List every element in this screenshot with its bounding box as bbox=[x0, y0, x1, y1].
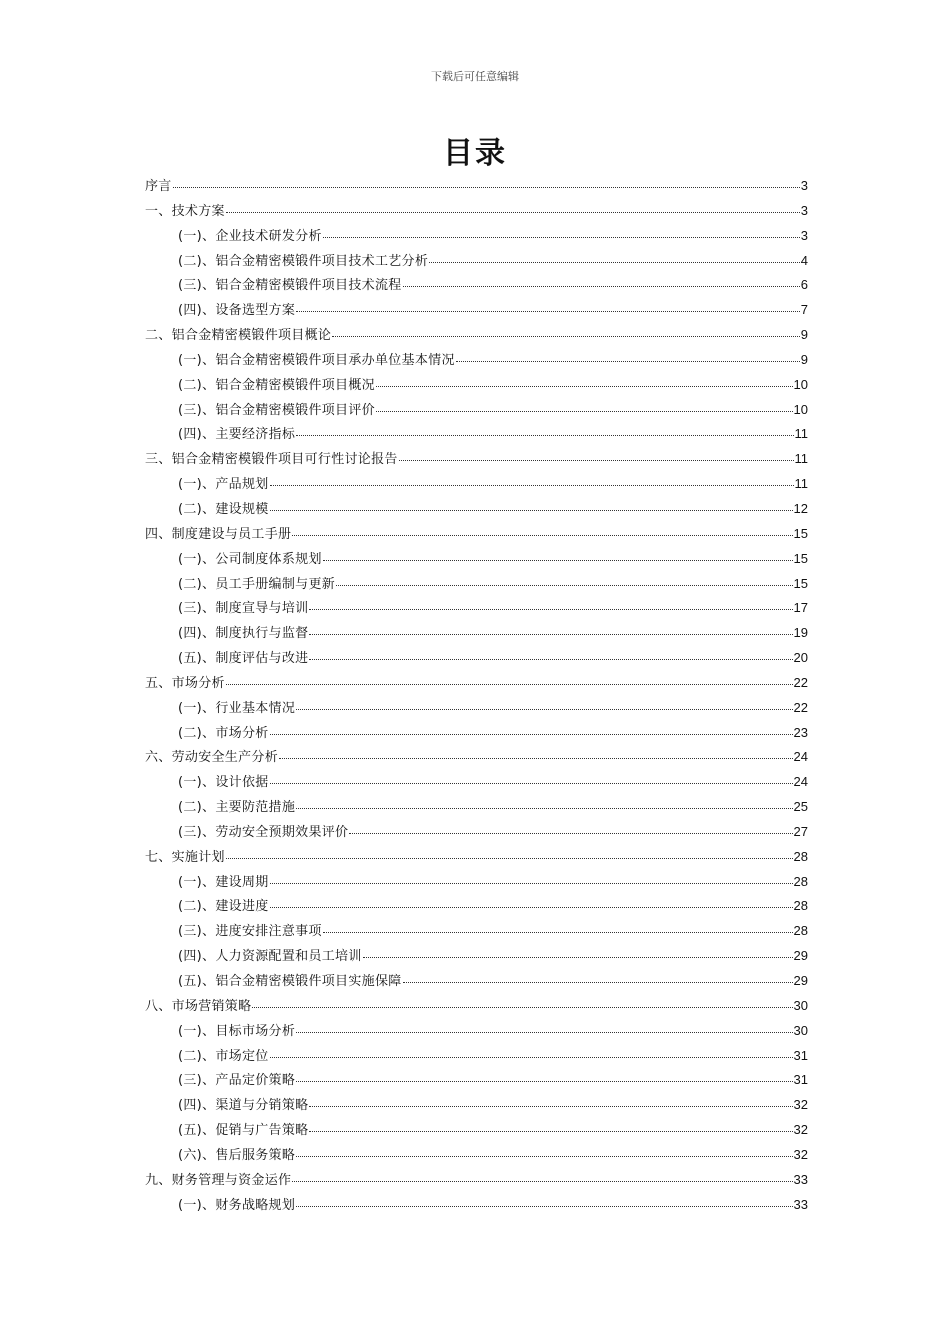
toc-entry-page-number: 33 bbox=[793, 1171, 808, 1187]
toc-entry-page-number: 3 bbox=[800, 202, 808, 218]
toc-entry-text: (一)、铝合金精密模锻件项目承办单位基本情况 bbox=[178, 352, 455, 368]
toc-entry[interactable] bbox=[145, 745, 808, 770]
header-note: 下载后可任意编辑 bbox=[431, 70, 519, 83]
dot-leader bbox=[296, 698, 792, 712]
toc-entry-page-number: 9 bbox=[800, 351, 808, 367]
toc-entry[interactable] bbox=[145, 845, 808, 870]
dot-leader bbox=[336, 574, 792, 588]
toc-entry-page-number: 11 bbox=[794, 426, 808, 442]
dot-leader bbox=[270, 499, 793, 513]
toc-entry-text: 六、劳动安全生产分析 bbox=[145, 750, 279, 766]
toc-entry-page-number: 4 bbox=[800, 252, 808, 268]
toc-entry-text: (三)、制度宣导与培训 bbox=[178, 601, 309, 617]
toc-entry-text: 九、财务管理与资金运作 bbox=[145, 1172, 292, 1188]
toc-entry-text: (一)、公司制度体系规划 bbox=[178, 551, 322, 567]
toc-entry[interactable] bbox=[145, 1068, 808, 1093]
toc-entry[interactable] bbox=[145, 472, 808, 497]
toc-entry[interactable] bbox=[145, 373, 808, 398]
toc-entry-page-number: 15 bbox=[793, 575, 808, 591]
toc-entry[interactable] bbox=[145, 1044, 808, 1069]
toc-entry-text: (三)、铝合金精密模锻件项目技术流程 bbox=[178, 278, 402, 294]
toc-entry-text: (一)、企业技术研发分析 bbox=[178, 228, 322, 244]
toc-entry-text: (六)、售后服务策略 bbox=[178, 1147, 296, 1163]
toc-entry-text: (三)、进度安排注意事项 bbox=[178, 924, 322, 940]
dot-leader bbox=[376, 400, 793, 414]
toc-entry-text: (五)、促销与广告策略 bbox=[178, 1123, 309, 1139]
toc-entry-text: (五)、制度评估与改进 bbox=[178, 651, 309, 667]
dot-leader bbox=[296, 424, 793, 438]
toc-entry-text: (一)、产品规划 bbox=[178, 477, 269, 493]
dot-leader bbox=[376, 375, 793, 389]
toc-entry[interactable] bbox=[145, 323, 808, 348]
dot-leader bbox=[349, 822, 792, 836]
dot-leader bbox=[296, 1070, 792, 1084]
toc-entry-text: (三)、产品定价策略 bbox=[178, 1073, 296, 1089]
dot-leader bbox=[270, 474, 794, 488]
dot-leader bbox=[309, 623, 792, 637]
dot-leader bbox=[270, 723, 793, 737]
toc-entry[interactable] bbox=[145, 646, 808, 671]
toc-entry-page-number: 11 bbox=[794, 451, 808, 467]
toc-entry-page-number: 28 bbox=[793, 923, 808, 939]
dot-leader bbox=[296, 1021, 792, 1035]
dot-leader bbox=[279, 747, 793, 761]
toc-entry-text: (一)、设计依据 bbox=[178, 775, 269, 791]
toc-entry[interactable] bbox=[145, 348, 808, 373]
dot-leader bbox=[226, 201, 800, 215]
dot-leader bbox=[296, 300, 800, 314]
toc-entry[interactable] bbox=[145, 820, 808, 845]
toc-entry-page-number: 20 bbox=[793, 650, 808, 666]
toc-entry[interactable] bbox=[145, 398, 808, 423]
toc-entry[interactable] bbox=[145, 572, 808, 597]
toc-entry-page-number: 22 bbox=[793, 674, 808, 690]
toc-entry[interactable] bbox=[145, 273, 808, 298]
dot-leader bbox=[403, 971, 793, 985]
toc-entry-page-number: 3 bbox=[800, 227, 808, 243]
toc-entry[interactable] bbox=[145, 1168, 808, 1193]
toc-entry-page-number: 12 bbox=[793, 500, 808, 516]
dot-leader bbox=[309, 648, 792, 662]
toc-entry-page-number: 29 bbox=[793, 948, 808, 964]
toc-entry[interactable] bbox=[145, 696, 808, 721]
toc-entry-text: (二)、铝合金精密模锻件项目技术工艺分析 bbox=[178, 253, 429, 269]
toc-entry-text: 二、铝合金精密模锻件项目概论 bbox=[145, 328, 332, 344]
dot-leader bbox=[309, 1120, 792, 1134]
toc-entry-text: (四)、主要经济指标 bbox=[178, 427, 296, 443]
toc-entry[interactable] bbox=[145, 944, 808, 969]
dot-leader bbox=[270, 896, 793, 910]
toc-entry-page-number: 24 bbox=[793, 749, 808, 765]
dot-leader bbox=[296, 797, 792, 811]
page-title: 目录 bbox=[443, 136, 507, 171]
dot-leader bbox=[363, 946, 793, 960]
dot-leader bbox=[173, 176, 800, 190]
toc-entry[interactable] bbox=[145, 224, 808, 249]
toc-entry-page-number: 31 bbox=[793, 1047, 808, 1063]
dot-leader bbox=[403, 275, 800, 289]
toc-entry[interactable] bbox=[145, 919, 808, 944]
dot-leader bbox=[252, 996, 792, 1010]
toc-entry-page-number: 32 bbox=[793, 1097, 808, 1113]
toc-entry-page-number: 10 bbox=[793, 401, 808, 417]
toc-entry-text: (四)、人力资源配置和员工培训 bbox=[178, 949, 362, 965]
toc-entry-page-number: 22 bbox=[793, 699, 808, 715]
toc-entry-text: 四、制度建设与员工手册 bbox=[145, 526, 292, 542]
toc-entry-text: 五、市场分析 bbox=[145, 675, 225, 691]
toc-entry-page-number: 29 bbox=[793, 973, 808, 988]
toc-entry[interactable] bbox=[145, 870, 808, 895]
toc-entry-page-number: 25 bbox=[793, 799, 808, 815]
table-of-contents bbox=[145, 174, 808, 1217]
toc-entry[interactable] bbox=[145, 1143, 808, 1168]
toc-entry[interactable] bbox=[145, 249, 808, 274]
toc-entry[interactable] bbox=[145, 174, 808, 199]
toc-entry[interactable] bbox=[145, 1019, 808, 1044]
toc-entry-text: 一、技术方案 bbox=[145, 203, 225, 219]
toc-entry-page-number: 15 bbox=[793, 525, 808, 541]
toc-entry[interactable] bbox=[145, 298, 808, 323]
dot-leader bbox=[323, 226, 800, 240]
dot-leader bbox=[226, 673, 793, 687]
toc-entry-text: (三)、劳动安全预期效果评价 bbox=[178, 824, 349, 840]
toc-entry-text: (二)、主要防范措施 bbox=[178, 800, 296, 816]
dot-leader bbox=[292, 524, 792, 538]
toc-entry-text: 七、实施计划 bbox=[145, 849, 225, 865]
toc-entry-text: (四)、渠道与分销策略 bbox=[178, 1098, 309, 1114]
toc-entry-page-number: 10 bbox=[793, 376, 808, 392]
dot-leader bbox=[270, 872, 793, 886]
toc-entry-page-number: 19 bbox=[793, 625, 808, 641]
toc-entry-text: (一)、建设周期 bbox=[178, 874, 269, 890]
toc-entry-page-number: 11 bbox=[794, 476, 808, 492]
dot-leader bbox=[292, 1170, 792, 1184]
toc-entry[interactable] bbox=[145, 994, 808, 1019]
toc-entry-text: (二)、铝合金精密模锻件项目概况 bbox=[178, 377, 375, 393]
toc-entry-text: (二)、员工手册编制与更新 bbox=[178, 576, 336, 592]
toc-entry-page-number: 28 bbox=[793, 873, 808, 889]
dot-leader bbox=[456, 350, 800, 364]
dot-leader bbox=[323, 549, 793, 563]
toc-entry[interactable] bbox=[145, 795, 808, 820]
toc-entry-text: (五)、铝合金精密模锻件项目实施保障 bbox=[178, 974, 402, 989]
toc-entry[interactable] bbox=[145, 596, 808, 621]
dot-leader bbox=[226, 847, 793, 861]
toc-entry[interactable] bbox=[145, 621, 808, 646]
dot-leader bbox=[270, 772, 793, 786]
dot-leader bbox=[429, 251, 800, 265]
toc-entry[interactable] bbox=[145, 199, 808, 224]
toc-entry[interactable] bbox=[145, 770, 808, 795]
dot-leader bbox=[296, 1195, 792, 1209]
toc-entry-text: (二)、建设规模 bbox=[178, 501, 269, 517]
toc-entry[interactable] bbox=[145, 969, 808, 994]
toc-entry-page-number: 9 bbox=[800, 327, 808, 343]
toc-entry[interactable] bbox=[145, 522, 808, 547]
toc-entry[interactable] bbox=[145, 671, 808, 696]
toc-entry-page-number: 6 bbox=[800, 277, 808, 293]
toc-entry[interactable] bbox=[145, 422, 808, 447]
toc-entry-page-number: 17 bbox=[793, 600, 808, 616]
dot-leader bbox=[296, 1145, 792, 1159]
toc-entry[interactable] bbox=[145, 721, 808, 746]
toc-entry-text: (一)、财务战略规划 bbox=[178, 1197, 296, 1213]
toc-entry-page-number: 33 bbox=[793, 1196, 808, 1212]
toc-entry[interactable] bbox=[145, 1093, 808, 1118]
toc-entry-text: (一)、行业基本情况 bbox=[178, 700, 296, 716]
toc-entry-text: (二)、市场分析 bbox=[178, 725, 269, 741]
toc-entry-page-number: 30 bbox=[793, 1022, 808, 1038]
dot-leader bbox=[323, 921, 793, 935]
toc-entry[interactable] bbox=[145, 447, 808, 472]
toc-entry-text: 八、市场营销策略 bbox=[145, 998, 252, 1014]
toc-entry-text: (四)、设备选型方案 bbox=[178, 303, 296, 319]
dot-leader bbox=[309, 1095, 792, 1109]
dot-leader bbox=[399, 449, 794, 463]
dot-leader bbox=[309, 598, 792, 612]
toc-entry-text: (四)、制度执行与监督 bbox=[178, 626, 309, 642]
toc-entry-page-number: 3 bbox=[800, 178, 808, 193]
toc-entry-text: 三、铝合金精密模锻件项目可行性讨论报告 bbox=[145, 452, 398, 468]
toc-entry[interactable] bbox=[145, 547, 808, 572]
toc-entry-text: (二)、建设进度 bbox=[178, 899, 269, 915]
dot-leader bbox=[332, 325, 800, 339]
toc-entry-text: (二)、市场定位 bbox=[178, 1048, 269, 1064]
toc-entry[interactable] bbox=[145, 1118, 808, 1143]
toc-entry-page-number: 28 bbox=[793, 898, 808, 914]
toc-entry-page-number: 27 bbox=[793, 823, 808, 839]
toc-entry-page-number: 24 bbox=[793, 774, 808, 790]
toc-entry[interactable] bbox=[145, 894, 808, 919]
toc-entry-page-number: 28 bbox=[793, 848, 808, 864]
toc-entry[interactable] bbox=[145, 497, 808, 522]
toc-entry-page-number: 31 bbox=[793, 1072, 808, 1088]
toc-entry-text: 序言 bbox=[145, 179, 172, 194]
toc-entry-page-number: 32 bbox=[793, 1122, 808, 1138]
toc-entry-page-number: 15 bbox=[793, 550, 808, 566]
toc-entry-page-number: 32 bbox=[793, 1146, 808, 1162]
toc-entry-text: (一)、目标市场分析 bbox=[178, 1023, 296, 1039]
toc-entry-page-number: 7 bbox=[800, 302, 808, 318]
dot-leader bbox=[270, 1046, 793, 1060]
toc-entry-page-number: 23 bbox=[793, 724, 808, 740]
toc-entry-text: (三)、铝合金精密模锻件项目评价 bbox=[178, 402, 375, 418]
toc-entry[interactable] bbox=[145, 1193, 808, 1218]
toc-entry-page-number: 30 bbox=[793, 997, 808, 1013]
